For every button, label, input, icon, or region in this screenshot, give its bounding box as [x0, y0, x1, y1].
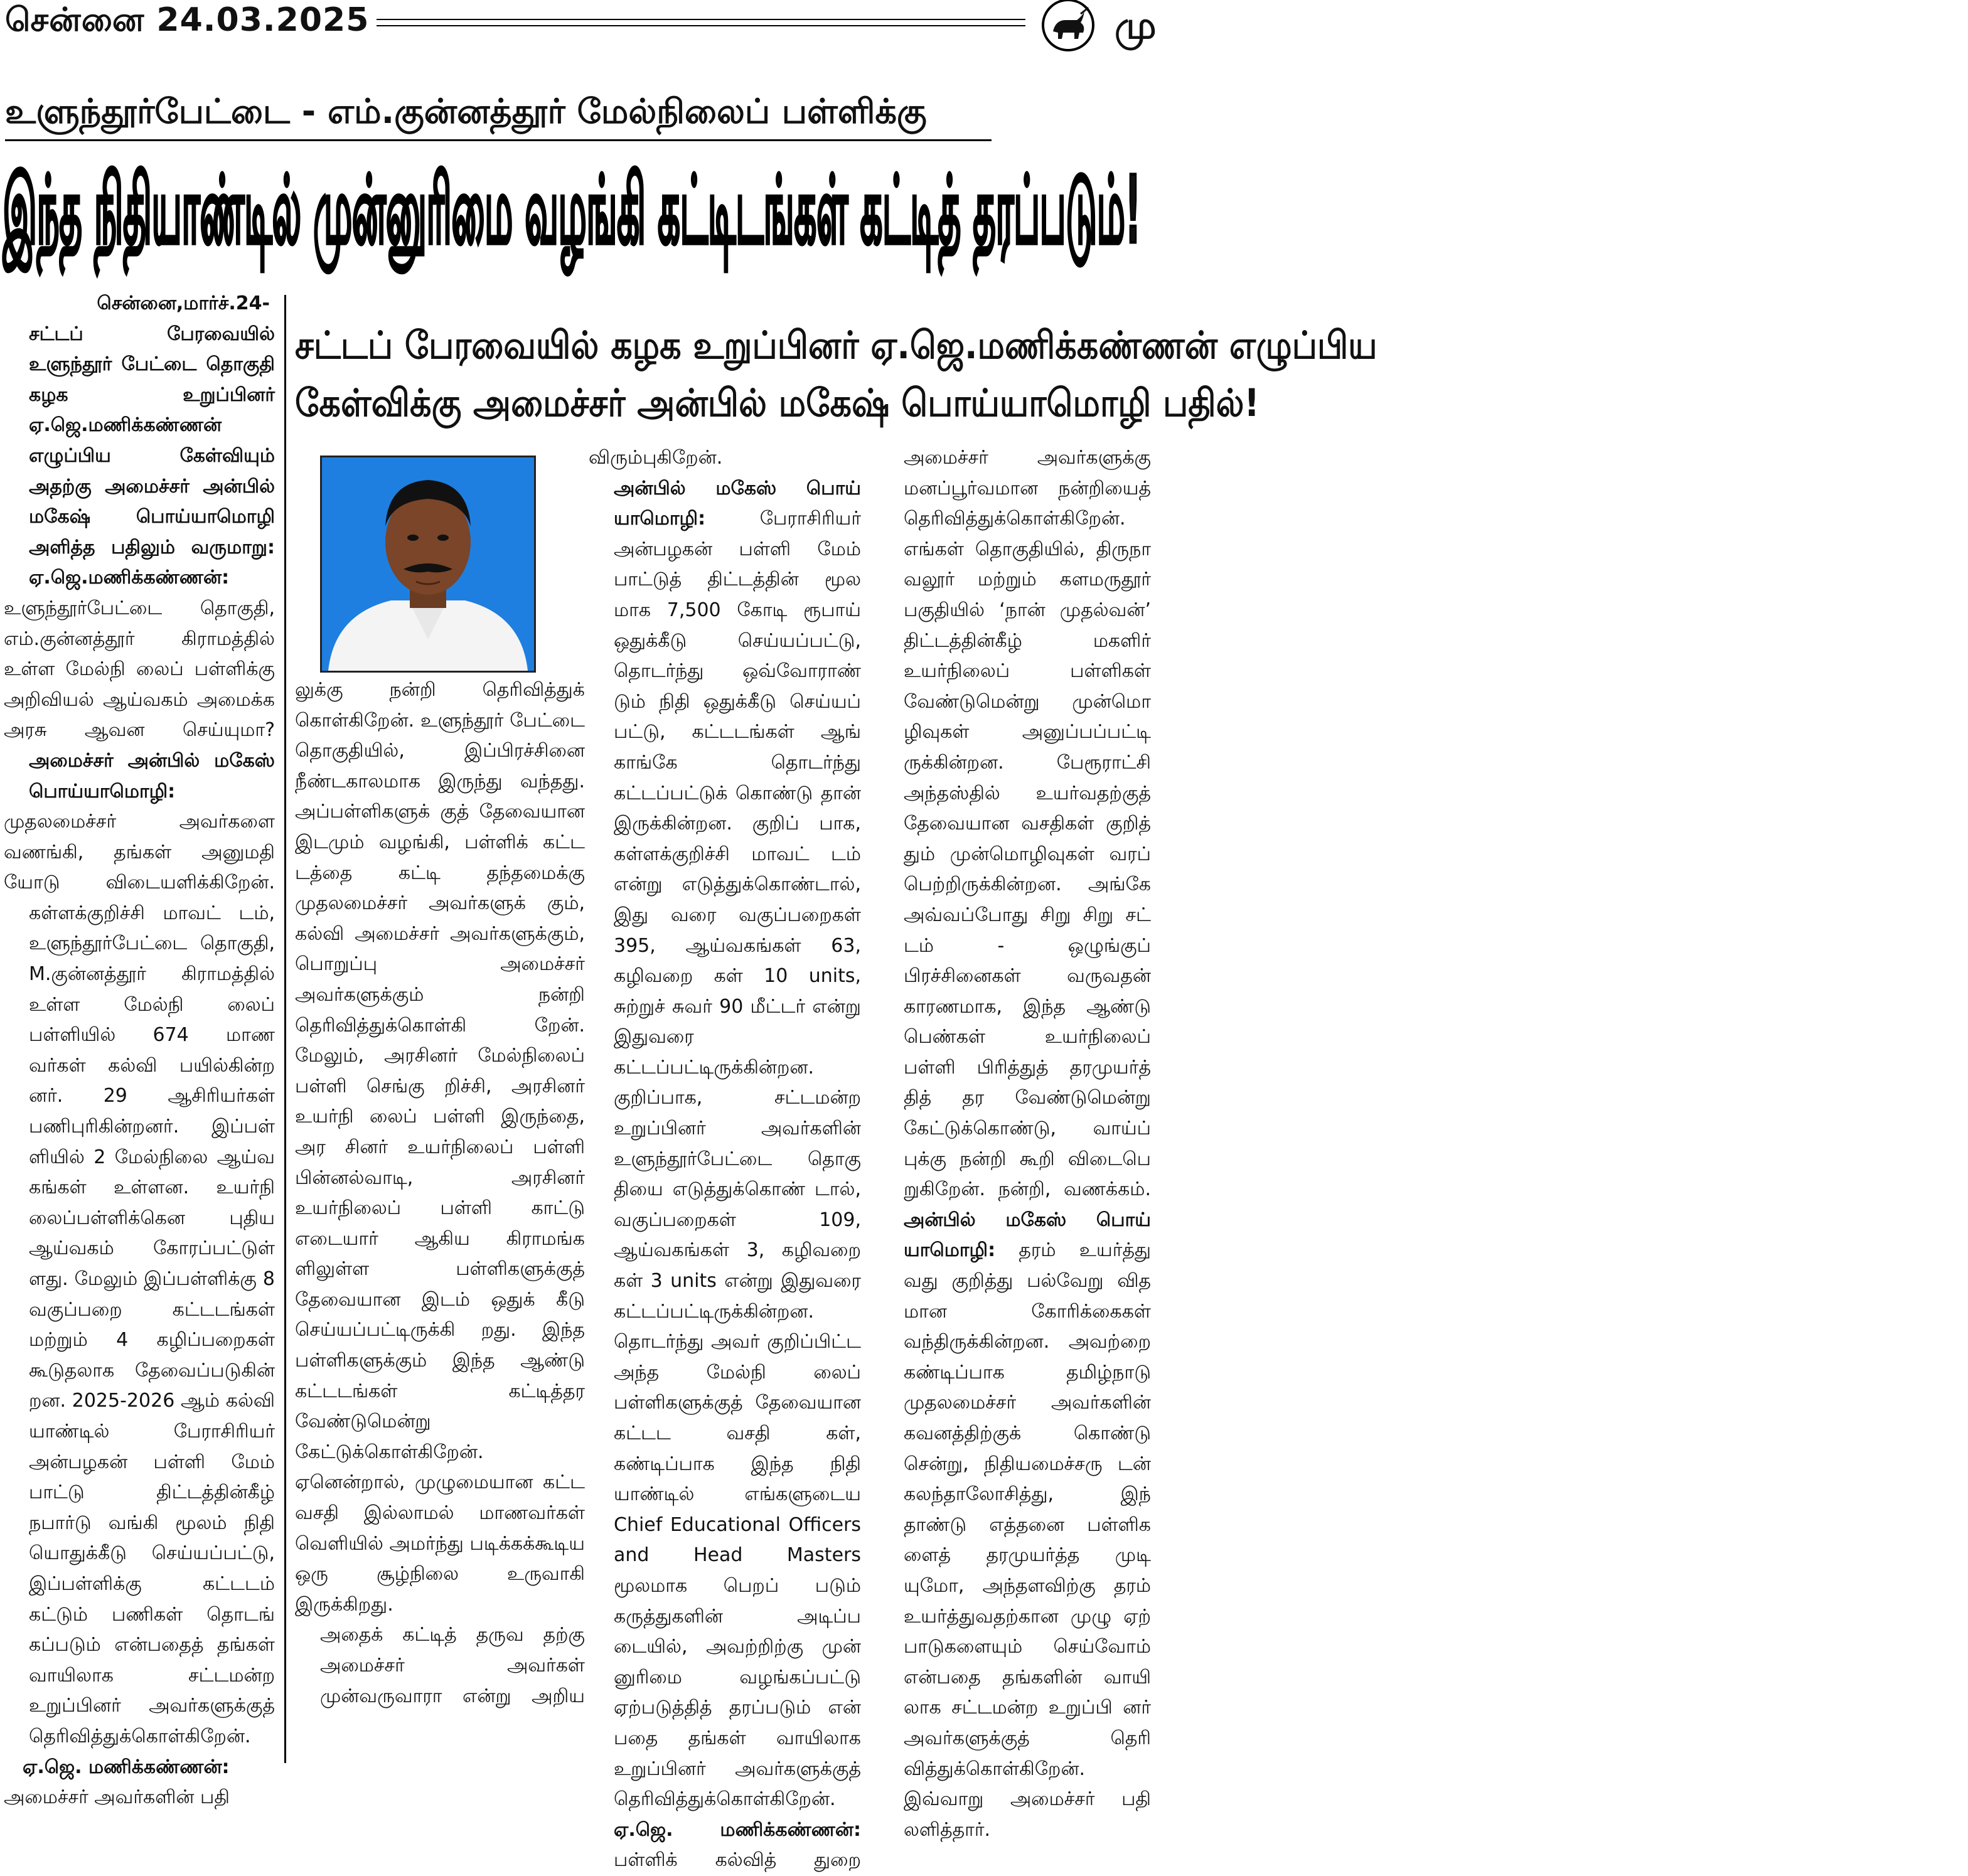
- column-3: [589, 443, 861, 1876]
- paragraph-body: தரம் உயர்த்து வது குறித்து பல்வேறு வித மான கோரிக்கைகள் வந்திருக்கின்றன. அவற்றை கண்டிப்பாக தமிழ்நாடு முதலமைச்சர் அவர்களின் கவனத்திற்குக் கொண்டு சென்று, நிதியமைச்சரு டன் கலந்தாலோசித்து, இந் தாண்டு எத்தனை பள்ளிக ளைத் தரமுயர்த்த முடி யுமோ, அந்தளவிற்கு தரம் உயர்த்துவதற்கான முழு ஏற் பாடுகளையும் செய்வோம் என்பதை தங்களின் வாயி லாக சட்டமன்ற உறுப்பி னர் அவர்களுக்குத் தெரி வித்துக்கொள்கிறேன்.: [904, 1239, 1151, 1780]
- speaker-label: அன்பில் மகேஸ் பொய் யாமொழி:: [904, 1208, 1151, 1262]
- subhead-line-1: சட்டப் பேரவையில் கழக உறுப்பினர் ஏ.ஜெ.மணிக்கண்ணன் எழுப்பிய: [295, 323, 1377, 368]
- bull-logo-icon: [1042, 0, 1094, 51]
- paragraph-body: பேராசிரியர் அன்பழகன் பள்ளி மேம் பாட்டுத் திட்டத்தின் மூல மாக 7,500 கோடி ரூபாய் ஒதுக்கீடு செய்யப்பட்டு, தொடர்ந்து ஒவ்வோராண் டும் நிதி ஒதுக்கீடு செய்யப் பட்டு, கட்டடங்கள் ஆங் காங்கே தொடர்ந்து கட்டப்பட்டுக் கொண்டு தான் இருக்கின்றன. குறிப் பாக, கள்ளக்குறிச்சி மாவட் டம் என்று எடுத்துக்கொண்டால், இது வரை வகுப்பறைகள் 395, ஆய்வகங்கள் 63, கழிவறை கள் 10 units, சுற்றுச் சுவர் 90 மீட்டர் என்று இதுவரை கட்டப்பட்டிருக்கின்றன. குறிப்பாக, சட்டமன்ற உறுப்பினர் அவர்களின் உளுந்தூர்பேட்டை தொகு தியை எடுத்துக்கொண் டால், வகுப்பறைகள் 109, ஆய்வகங்கள் 3, கழிவறை கள் 3 units என்று இதுவரை கட்டப்பட்டிருக்கின்றன. தொடர்ந்து அவர் குறிப்பிட்ட அந்த மேல்நி லைப் பள்ளிகளுக்குத் தேவையான கட்டட வசதி கள், கண்டிப்பாக இந்த நிதி யாண்டில் எங்களுடைய Chief Educational Officers and Head Masters மூலமாக பெறப் படும் கருத்துகளின் அடிப்ப டையில், அவற்றிற்கு முன் னுரிமை வழங்கப்பட்டு ஏற்படுத்தித் தரப்படும் என் பதை தங்கள் வாயிலாக உறுப்பினர் அவர்களுக்குத் தெரிவித்துக்கொள்கிறேன்.: [614, 508, 861, 1811]
- paragraph: விரும்புகிறேன்.: [589, 447, 723, 469]
- page-label: மு: [1115, 4, 1157, 48]
- paragraph: [589, 1815, 861, 1876]
- paragraph: [879, 1205, 1151, 1784]
- column-1: [4, 289, 275, 1813]
- paragraph: அமைச்சர் அவர்களின் பதி: [4, 1786, 230, 1809]
- speaker-label: ஏ.ஜெ. மணிக்கண்ணன்:: [614, 1818, 861, 1841]
- headline-text: இந்த நிதியாண்டில் முன்னுரிமை வழங்கி கட்டிடங்கள் கட்டித் தரப்படும்!: [3, 156, 1142, 265]
- speaker-label: ஏ.ஜெ.மணிக்கண்ணன்:: [29, 567, 230, 589]
- subhead-line-2: கேள்விக்கு அமைச்சர் அன்பில் மகேஷ் பொய்யாமொழி பதில்!: [295, 381, 1260, 425]
- paragraph: அதைக் கட்டித் தருவ தற்கு அமைச்சர் அவர்கள் முன்வருவாரா என்று அறிய: [320, 1624, 585, 1707]
- subhead: [295, 317, 1377, 432]
- kicker: உளுந்தூர்பேட்டை - எம்.குன்னத்தூர் மேல்நிலைப் பள்ளிக்கு: [5, 92, 927, 131]
- paragraph: கள்ளக்குறிச்சி மாவட் டம், உளுந்தூர்பேட்டை தொகுதி, M.குன்னத்தூர் கிராமத்தில் உள்ள மேல்நி லைப் பள்ளியில் 674 மாண வர்கள் கல்வி பயில்கின்ற னர். 29 ஆசிரியர்கள் பணிபுரிகின்றனர். இப்பள் ளியில் 2 மேல்நிலை ஆய்வ கங்கள் உள்ளன. உயர்நி லைப்பள்ளிக்கென புதிய ஆய்வகம் கோரப்பட்டுள் ளது. மேலும் இப்பள்ளிக்கு 8 வகுப்பறை கட்டடங்கள் மற்றும் 4 கழிப்பறைகள் கூடுதலாக தேவைப்படுகின் றன. 2025-2026 ஆம் கல்வி யாண்டில் பேராசிரியர் அன்பழகன் பள்ளி மேம் பாட்டு திட்டத்தின்கீழ் நபார்டு வங்கி மூலம் நிதி யொதுக்கீடு செய்யப்பட்டு, இப்பள்ளிக்கு கட்டடம் கட்டும் பணிகள் தொடங் கப்படும் என்பதைத் தங்கள் வாயிலாக சட்டமன்ற உறுப்பினர் அவர்களுக்குத் தெரிவித்துக்கொள்கிறேன்.: [29, 902, 275, 1747]
- dateline: சென்னை 24.03.2025: [5, 1, 370, 39]
- article-lede: சட்டப் பேரவையில் உளுந்தூர் பேட்டை தொகுதி கழக உறுப்பினர் ஏ.ஜெ.மணிக்கண்ணன் எழுப்பிய கேள்வியும் அதற்கு அமைச்சர் அன்பில் மகேஷ் பொய்யாமொழி அளித்த பதிலும் வருமாறு:: [29, 322, 275, 558]
- paragraph: இவ்வாறு அமைச்சர் பதி லளித்தார்.: [904, 1788, 1151, 1841]
- portrait-photo: [320, 456, 536, 673]
- speaker-label: அன்பில் மகேஸ் பொய் யாமொழி:: [614, 477, 861, 530]
- article-dateline: சென்னை,மார்ச்.24-: [97, 292, 270, 314]
- paragraph: [589, 474, 861, 1815]
- speaker-label: அமைச்சர் அன்பில் மகேஸ் பொய்யாமொழி:: [29, 749, 275, 802]
- column-divider: [284, 295, 286, 1763]
- column-4: [879, 443, 1151, 1845]
- column-2: [295, 675, 585, 1712]
- paragraph: உளுந்தூர்பேட்டை தொகுதி, எம்.குன்னத்தூர் கிராமத்தில் உள்ள மேல்நி லைப் பள்ளிக்கு அறிவியல் ஆய்வகம் அமைக்க அரசு ஆவன செய்யுமா?: [4, 597, 275, 742]
- paragraph: முதலமைச்சர் அவர்களை வணங்கி, தங்கள் அனுமதி யோடு விடையளிக்கிறேன்.: [4, 811, 275, 894]
- header-rule: [377, 19, 1025, 20]
- paragraph: லுக்கு நன்றி தெரிவித்துக் கொள்கிறேன். உளுந்தூர் பேட்டை தொகுதியில், இப்பிரச்சினை நீண்டகாலமாக இருந்து வந்தது. அப்பள்ளிகளுக் குத் தேவையான இடமும் வழங்கி, பள்ளிக் கட்ட டத்தை கட்டி தந்தமைக்கு முதலமைச்சர் அவர்களுக் கும், கல்வி அமைச்சர் அவர்களுக்கும், பொறுப்பு அமைச்சர் அவர்களுக்கும் நன்றி தெரிவித்துக்கொள்கி றேன். மேலும், அரசினர் மேல்நிலைப் பள்ளி செங்கு றிச்சி, அரசினர் உயர்நி லைப் பள்ளி இருந்தை, அர சினர் உயர்நிலைப் பள்ளி பின்னல்வாடி, அரசினர் உயர்நிலைப் பள்ளி காட்டு எடையார் ஆகிய கிராமங்க ளிலுள்ள பள்ளிகளுக்குத் தேவையான இடம் ஒதுக் கீடு செய்யப்பட்டிருக்கி றது. இந்த பள்ளிகளுக்கும் இந்த ஆண்டு கட்டடங்கள் கட்டித்தர வேண்டுமென்று கேட்டுக்கொள்கிறேன். ஏனென்றால், முழுமையான கட்ட வசதி இல்லாமல் மாணவர்கள் வெளியில் அமர்ந்து படிக்கக்கூடிய ஒரு சூழ்நிலை உருவாகி இருக்கிறது.: [295, 679, 585, 1616]
- paragraph-body: பள்ளிக் கல்வித் துறை: [614, 1849, 861, 1872]
- header-rule-2: [377, 25, 1025, 26]
- speaker-label: ஏ.ஜெ. மணிக்கண்ணன்:: [23, 1756, 230, 1778]
- paragraph: அமைச்சர் அவர்களுக்கு மனப்பூர்வமான நன்றியைத் தெரிவித்துக்கொள்கிறேன். எங்கள் தொகுதியில், திருநா வலூர் மற்றும் களமருதூர் பகுதியில் ‘நான் முதல்வன்’ திட்டத்தின்கீழ் மகளிர் உயர்நிலைப் பள்ளிகள் வேண்டுமென்று முன்மொ ழிவுகள் அனுப்பப்பட்டி ருக்கின்றன. பேரூராட்சி அந்தஸ்தில் உயர்வதற்குத் தேவையான வசதிகள் குறித் தும் முன்மொழிவுகள் வரப் பெற்றிருக்கின்றன. அங்கே அவ்வப்போது சிறு சிறு சட் டம் - ஒழுங்குப் பிரச்சினைகள் வருவதன் காரணமாக, இந்த ஆண்டு பெண்கள் உயர்நிலைப் பள்ளி பிரித்துத் தரமுயர்த் தித் தர வேண்டுமென்று கேட்டுக்கொண்டு, வாய்ப் புக்கு நன்றி கூறி விடைபெ றுகிறேன். நன்றி, வணக்கம்.: [904, 447, 1151, 1201]
- person-portrait-icon: [322, 457, 534, 671]
- headline: [0, 157, 1151, 264]
